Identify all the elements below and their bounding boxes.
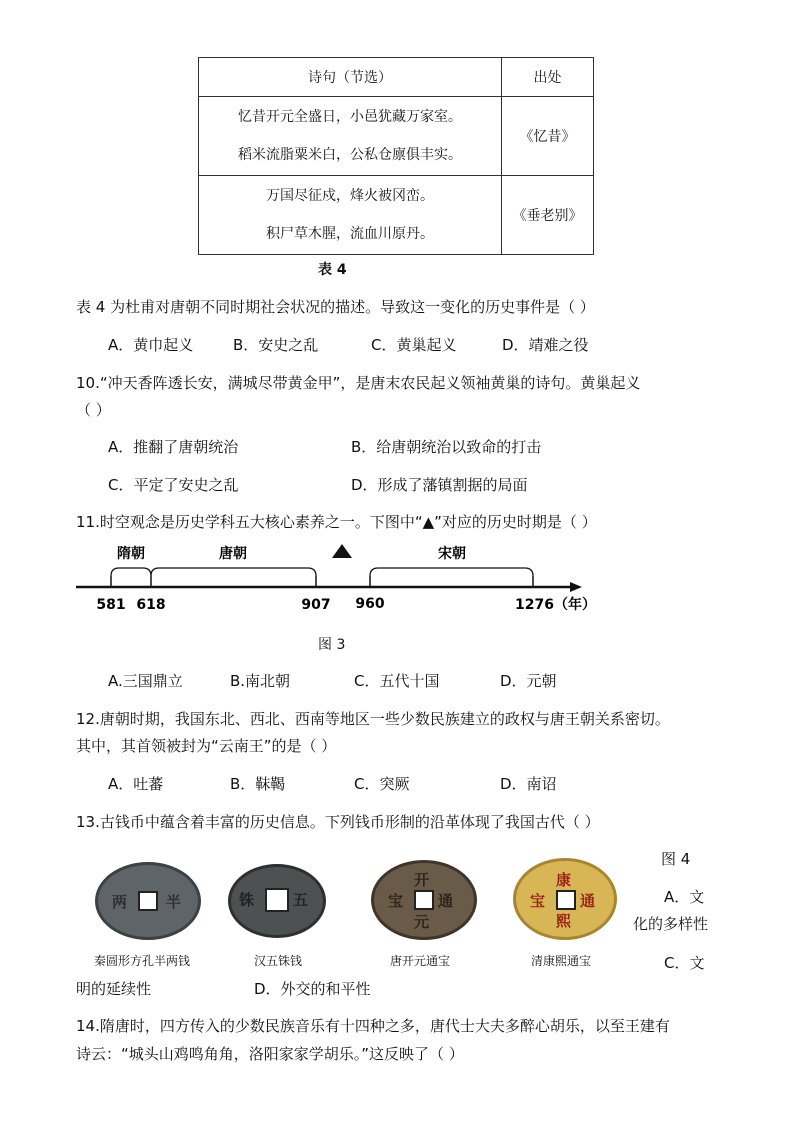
timeline-arrow [570,582,582,592]
q11-stem: 11.时空观念是历史学科五大核心素养之一。下图中“▲”对应的历史时期是（ ） [76,513,597,531]
coin-tang-kaiyuan [371,860,477,940]
poem-line: 万国尽征戍，烽火被冈峦。 [266,188,434,204]
coin-qing-kangxi [513,858,617,940]
square-hole [414,890,434,910]
q12-stem-cont: 其中，其首领被封为“云南王”的是（ ） [76,737,337,755]
q10-stem-cont: （ ） [76,401,111,419]
table-row [199,176,594,255]
q13-option-d[interactable]: D．外交的和平性 [254,980,371,998]
table-caption: 表 4 [318,262,347,278]
coin-char: 通 [580,892,596,910]
figure3-caption: 图 3 [318,637,346,653]
tick-label: 960 [355,596,385,612]
poem-table [198,57,594,255]
poem-line: 积尸草木腥，流血川原丹。 [266,226,434,242]
coin-caption: 秦圆形方孔半两钱 [94,954,191,968]
q14-stem: 14.隋唐时，四方传入的少数民族音乐有十四种之多，唐代士大夫多醉心胡乐，以至王建有 [76,1017,670,1035]
square-hole [138,891,158,911]
q10-stem: 10.“冲天香阵透长安，满城尽带黄金甲”，是唐末农民起义领袖黄巢的诗句。黄巢起义 [76,374,641,392]
coin-char: 半 [166,893,182,911]
table-header-source: 出处 [502,58,594,97]
figure4-label: 图 4 [661,850,691,868]
q11-option-b[interactable]: B.南北朝 [230,672,291,690]
coin-caption: 清康熙通宝 [531,954,592,968]
q13-option-a-cont[interactable]: 化的多样性 [633,915,709,933]
tick-label: 581 [96,597,126,613]
q13-stem: 13.古钱币中蕴含着丰富的历史信息。下列钱币形制的沿革体现了我国古代（ ） [76,813,600,831]
square-hole [265,888,289,912]
triangle-marker [332,544,352,558]
q12-option-a[interactable]: A．吐蕃 [108,775,164,793]
tick-label: 618 [136,597,166,613]
poem-source: 《忆昔》 [502,97,594,176]
q10-option-c[interactable]: C．平定了安史之乱 [108,476,239,494]
song-bracket [370,568,533,576]
q9-option-b[interactable]: B．安史之乱 [233,336,319,354]
q10-option-b[interactable]: B．给唐朝统治以致命的打击 [351,438,542,456]
q9-option-a[interactable]: A．黄巾起义 [108,336,194,354]
song-label: 宋朝 [438,546,466,562]
q12-option-c[interactable]: C．突厥 [354,775,410,793]
coin-char: 元 [414,913,430,931]
poem-line: 忆昔开元全盛日，小邑犹藏万家室。 [238,109,462,125]
tick-label: 1276（年） [515,597,596,613]
q11-option-c[interactable]: C．五代十国 [354,672,440,690]
coin-char: 熙 [556,912,572,930]
coin-char: 宝 [388,892,404,910]
coin-char: 开 [414,871,430,889]
coin-han-wuzhu [228,864,326,938]
coin-char: 宝 [530,892,546,910]
q9-stem: 表 4 为杜甫对唐朝不同时期社会状况的描述。导致这一变化的历史事件是（ ） [76,298,595,316]
timeline-figure [70,538,610,618]
table-header-poem: 诗句（节选） [199,58,502,97]
coin-char: 五 [293,891,309,909]
q12-option-d[interactable]: D．南诏 [500,775,557,793]
tang-bracket [151,568,316,576]
coin-caption: 唐开元通宝 [390,954,451,968]
q12-stem: 12.唐朝时期，我国东北、西北、西南等地区一些少数民族建立的政权与唐王朝关系密切。 [76,710,670,728]
q13-option-c-cont[interactable]: 明的延续性 [76,980,152,998]
poem-line: 稻米流脂粟米白，公私仓廪俱丰实。 [238,147,462,163]
sui-bracket [111,568,151,576]
coin-char: 通 [438,892,454,910]
coin-qin-banliang [95,862,201,940]
square-hole [556,890,576,910]
q12-option-b[interactable]: B．靺鞨 [230,775,286,793]
coin-char: 两 [112,893,128,911]
q9-option-d[interactable]: D．靖难之役 [502,336,589,354]
q9-option-c[interactable]: C．黄巢起义 [371,336,457,354]
tang-label: 唐朝 [219,546,247,562]
q13-option-c[interactable]: C．文 [664,954,705,972]
coin-caption: 汉五铢钱 [254,954,303,968]
q13-option-a[interactable]: A．文 [664,888,705,906]
q14-stem-cont: 诗云：“城头山鸡鸣角角，洛阳家家学胡乐。”这反映了（ ） [76,1045,464,1063]
coin-char: 铢 [239,891,255,909]
q10-option-d[interactable]: D．形成了藩镇割据的局面 [351,476,528,494]
poem-source: 《垂老别》 [502,176,594,255]
coin-char: 康 [556,871,572,889]
q10-option-a[interactable]: A．推翻了唐朝统治 [108,438,239,456]
table-row [199,97,594,176]
q11-option-d[interactable]: D．元朝 [500,672,557,690]
q11-option-a[interactable]: A.三国鼎立 [108,672,183,690]
tick-label: 907 [301,597,331,613]
sui-label: 隋朝 [117,546,145,562]
